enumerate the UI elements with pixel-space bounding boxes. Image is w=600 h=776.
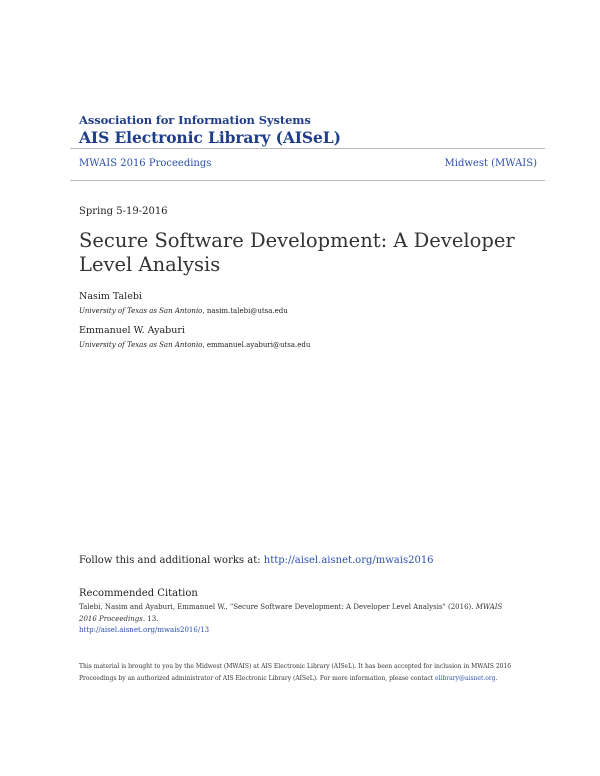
contact-email-link[interactable]: elibrary@aisnet.org: [435, 674, 496, 682]
notice-suffix: .: [495, 674, 498, 682]
proceedings-link[interactable]: MWAIS 2016 Proceedings: [79, 158, 212, 169]
inclusion-notice: [79, 661, 524, 684]
org-name[interactable]: Association for Information Systems: [79, 113, 311, 127]
citation-venue: MWAIS 2016 Proceedings: [79, 603, 503, 623]
follow-text: Follow this and additional works at:: [79, 555, 264, 566]
author-affiliation: University of Texas as San Antonio, nasim.talebi@utsa.edu: [79, 307, 288, 315]
author-affiliation: University of Texas as San Antonio, emmanuel.ayaburi@utsa.edu: [79, 341, 311, 349]
affiliation-name: University of Texas as San Antonio: [79, 341, 203, 349]
follow-link[interactable]: http://aisel.aisnet.org/mwais2016: [263, 555, 434, 566]
publication-date: Spring 5-19-2016: [79, 206, 168, 217]
notice-text: This material is brought to you by the Midwest (MWAIS) at AIS Electronic Library (AISeL). It has been accepted for inclusion in MWAIS 2016 Proceedings by an authorized administrator of AIS Electronic Library (AISeL). For more information, please contact: [79, 663, 512, 682]
author-name: Nasim Talebi: [79, 291, 142, 302]
citation-number: . 13.: [142, 614, 159, 623]
affiliation-name: University of Texas as San Antonio: [79, 307, 203, 315]
repository-header: [79, 111, 341, 146]
follow-line: [79, 555, 434, 566]
region-link[interactable]: Midwest (MWAIS): [444, 158, 537, 169]
author-email: nasim.talebi@utsa.edu: [206, 307, 288, 315]
citation-link[interactable]: http://aisel.aisnet.org/mwais2016/13: [79, 626, 210, 634]
paper-title: Secure Software Development: A Developer Level Analysis: [79, 229, 515, 276]
author-email: emmanuel.ayaburi@utsa.edu: [206, 341, 311, 349]
citation-heading: Recommended Citation: [79, 588, 198, 599]
author-name: Emmanuel W. Ayaburi: [79, 325, 185, 336]
citation-body: [79, 602, 519, 637]
library-name[interactable]: AIS Electronic Library (AISeL): [79, 128, 341, 147]
citation-text: Talebi, Nasim and Ayaburi, Emmanuel W., "Secure Software Development: A Developer Level Analysis" (2016).: [79, 603, 476, 611]
collection-bar: [70, 148, 545, 181]
